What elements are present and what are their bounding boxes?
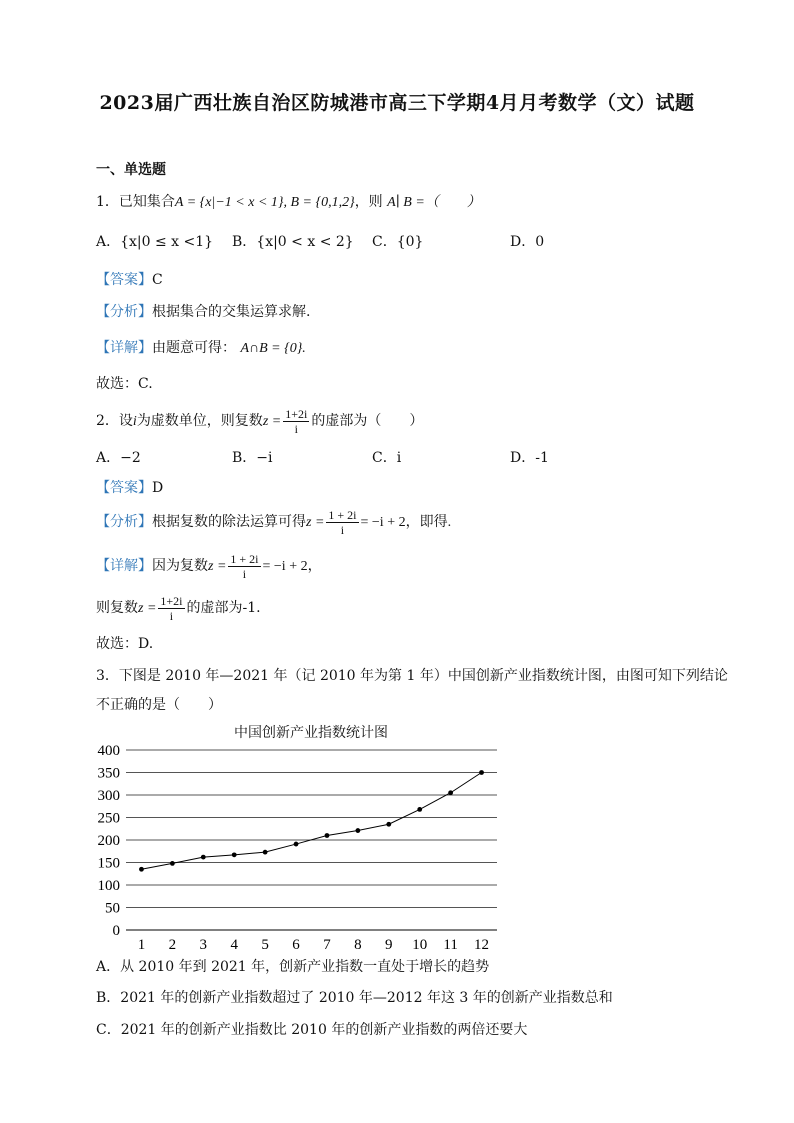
- q3-stem-line2: 不正确的是（ ）: [96, 697, 222, 713]
- q1-answer: [96, 270, 163, 290]
- q2-answer: [96, 478, 163, 498]
- q2-detail-result: = −i + 2，: [262, 559, 322, 574]
- q2-detail-z: z =: [208, 559, 227, 574]
- q1-sets: A = {x|−1 < x < 1}, B = {0,1,2}: [174, 195, 355, 210]
- data-point: [479, 770, 484, 775]
- data-point: [325, 833, 330, 838]
- q2-detail2-prefix: 则复数: [96, 600, 138, 616]
- x-tick-label: 10: [412, 937, 428, 953]
- innovation-index-chart: [90, 740, 510, 955]
- q1-analysis-text: 根据集合的交集运算求解.: [152, 304, 311, 320]
- q2-option-b: B．−i: [232, 450, 273, 466]
- data-point: [263, 850, 268, 855]
- q2-stem-mid: 为虚数单位，则复数: [136, 413, 263, 429]
- data-point: [201, 855, 206, 860]
- data-point: [294, 842, 299, 847]
- q2-detail2-fraction: [158, 594, 184, 623]
- x-tick-label: 7: [323, 937, 331, 953]
- q1-option-d: D．0: [510, 234, 545, 250]
- q1-conclusion: 故选：C.: [96, 376, 153, 392]
- q1-analysis: [96, 302, 310, 322]
- q2-analysis-frac-num: 1 + 2i: [328, 507, 357, 522]
- data-point: [448, 790, 453, 795]
- data-point: [417, 807, 422, 812]
- y-tick-label: 400: [97, 743, 120, 759]
- section-heading: 一、单选题: [96, 162, 166, 178]
- q2-i: i: [132, 414, 137, 429]
- q2-detail-prefix: 因为复数: [152, 558, 208, 574]
- x-tick-label: 9: [385, 937, 393, 953]
- q3-stem-line1: 3．下图是 2010 年—2021 年（记 2010 年为第 1 年）中国创新产业指数统计图，由图可知下列结论: [96, 668, 728, 684]
- document-title: 2023届广西壮族自治区防城港市高三下学期4月月考数学（文）试题: [99, 92, 695, 114]
- y-tick-label: 0: [112, 923, 120, 939]
- q2-detail-frac-num: 1 + 2i: [230, 551, 259, 566]
- data-point: [139, 867, 144, 872]
- q2-detail2-suffix: 的虚部为-1.: [186, 600, 261, 616]
- x-tick-label: 1: [137, 937, 146, 953]
- q2-frac-num: 1+2i: [285, 406, 308, 421]
- x-tick-label: 4: [230, 937, 238, 953]
- series-line: [141, 773, 481, 870]
- q2-stem-prefix: 2．设: [96, 413, 133, 429]
- detail-label: 【详解】: [96, 340, 152, 356]
- q1-option-a: A．{x|0 ≤ x <1}: [96, 234, 214, 250]
- q2-detail2-z: z =: [138, 601, 157, 616]
- q3-option-c: C．2021 年的创新产业指数比 2010 年的创新产业指数的两倍还要大: [96, 1022, 528, 1038]
- q1-stem-prefix: 1．已知集合: [96, 194, 175, 210]
- q2-analysis-prefix: 根据复数的除法运算可得: [152, 514, 306, 530]
- answer-label: 【答案】: [96, 480, 152, 496]
- q1-stem: [96, 192, 481, 213]
- x-tick-label: 5: [261, 937, 269, 953]
- q2-stem-suffix: 的虚部为（ ）: [311, 413, 424, 429]
- data-point: [355, 828, 360, 833]
- y-tick-label: 250: [97, 810, 120, 827]
- x-tick-label: 6: [292, 937, 300, 953]
- q2-detail-2: [96, 591, 261, 626]
- q2-z-eq: z =: [262, 414, 282, 429]
- y-tick-label: 150: [97, 855, 120, 872]
- q2-analysis: [96, 505, 451, 540]
- q2-option-c: C．i: [372, 450, 402, 466]
- analysis-label: 【分析】: [96, 304, 152, 320]
- q2-detail2-frac-num: 1+2i: [160, 593, 183, 608]
- q2-detail2-frac-den: i: [169, 608, 174, 623]
- q1-detail-expr: A∩B = {0}.: [240, 341, 306, 356]
- detail-label: 【详解】: [96, 558, 152, 574]
- y-tick-label: 350: [97, 765, 120, 782]
- y-tick-label: 100: [97, 878, 120, 894]
- x-tick-label: 2: [168, 937, 177, 953]
- q1-answer-value: C: [152, 272, 163, 288]
- x-tick-label: 3: [199, 937, 208, 953]
- q1-detail-prefix: 由题意可得：: [152, 340, 236, 356]
- q1-option-c: C．{0}: [372, 234, 424, 250]
- q2-analysis-frac-den: i: [340, 522, 345, 537]
- q2-analysis-z: z =: [306, 515, 325, 530]
- q2-option-a: A．−2: [96, 450, 141, 466]
- data-point: [386, 822, 391, 827]
- q2-detail-frac-den: i: [242, 566, 247, 581]
- chart-title: 中国创新产业指数统计图: [234, 725, 388, 741]
- data-point: [232, 852, 237, 857]
- q1-option-b: B．{x|0 < x < 2}: [232, 234, 354, 250]
- q2-frac-den: i: [294, 421, 298, 436]
- x-tick-label: 11: [443, 937, 458, 953]
- y-tick-label: 300: [97, 788, 120, 804]
- q2-detail: [96, 549, 322, 584]
- q1-stem-suffix: ，则: [354, 194, 383, 210]
- q2-stem: [96, 404, 423, 439]
- q2-detail-fraction: [228, 552, 260, 581]
- answer-label: 【答案】: [96, 272, 152, 288]
- analysis-label: 【分析】: [96, 514, 152, 530]
- data-point: [170, 861, 175, 866]
- x-tick-label: 12: [474, 937, 490, 953]
- q3-option-a: A．从 2010 年到 2021 年，创新产业指数一直处于增长的趋势: [96, 959, 490, 975]
- q3-option-b: B．2021 年的创新产业指数超过了 2010 年—2012 年这 3 年的创新产业指数总和: [96, 990, 613, 1006]
- q2-analysis-result: = −i + 2，即得.: [360, 515, 452, 530]
- x-tick-label: 8: [354, 937, 362, 953]
- q1-detail: [96, 338, 306, 359]
- q2-option-d: D．-1: [510, 450, 549, 466]
- q2-answer-value: D: [152, 480, 164, 496]
- q2-fraction: [283, 407, 309, 436]
- y-tick-label: 200: [97, 833, 120, 849]
- q1-ask: A∣ B =（ ）: [387, 195, 481, 210]
- y-tick-label: 50: [105, 900, 120, 917]
- q2-analysis-fraction: [326, 508, 358, 537]
- q2-conclusion: 故选：D.: [96, 636, 154, 652]
